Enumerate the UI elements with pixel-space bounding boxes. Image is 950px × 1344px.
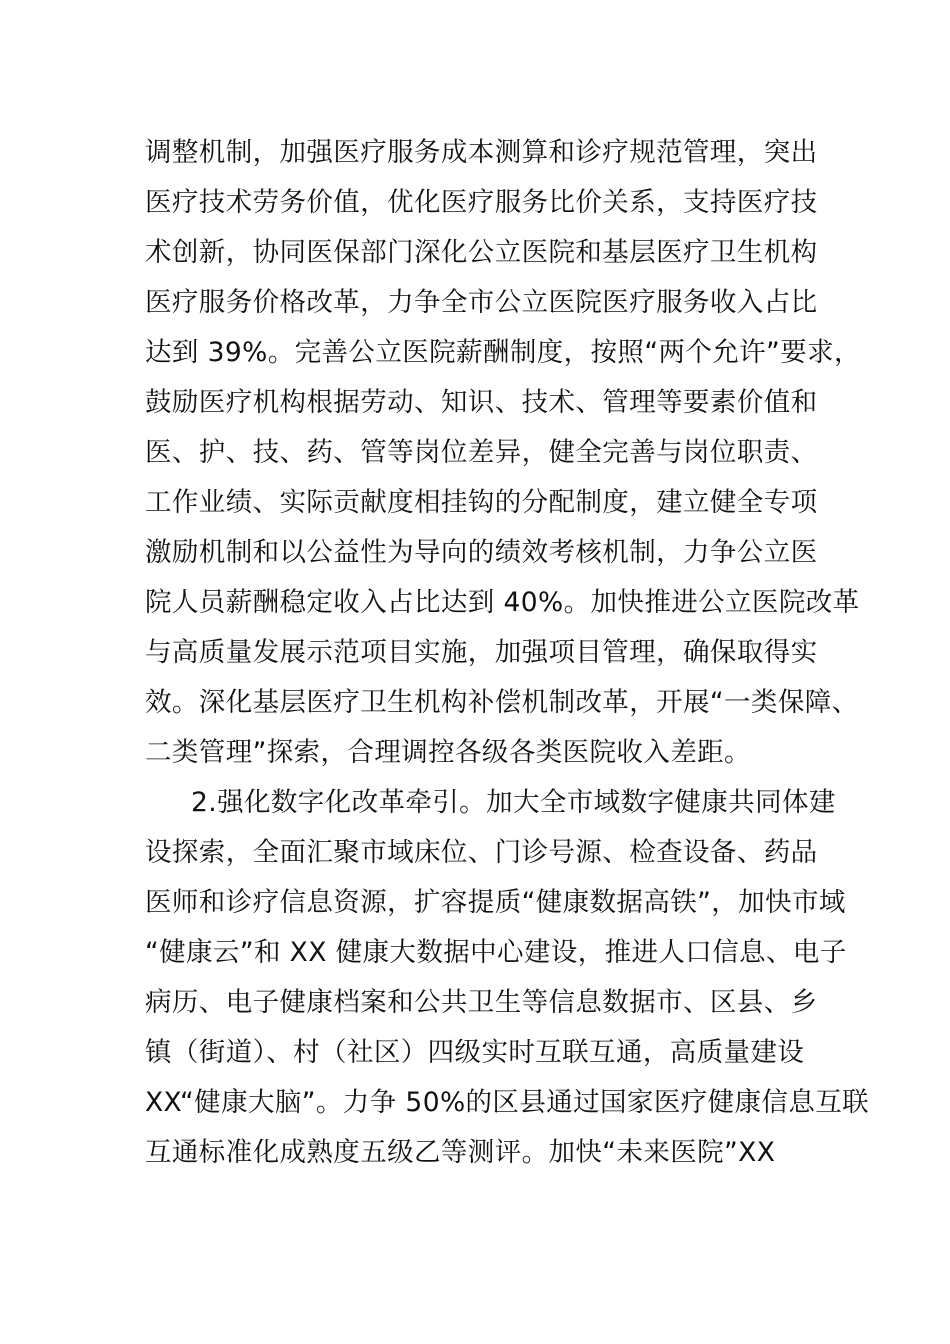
text-line: “健康云”和 XX 健康大数据中心建设，推进人口信息、电子 <box>145 937 847 968</box>
text-line: 调整机制，加强医疗服务成本测算和诊疗规范管理，突出 <box>145 137 818 168</box>
text-line: 互通标准化成熟度五级乙等测评。加快“未来医院”XX <box>145 1137 776 1168</box>
text-line: 鼓励医疗机构根据劳动、知识、技术、管理等要素价值和 <box>145 387 818 418</box>
text-line: 医疗技术劳务价值，优化医疗服务比价关系，支持医疗技 <box>145 187 818 218</box>
text-line: 医师和诊疗信息资源，扩容提质“健康数据高铁”，加快市域 <box>145 887 846 918</box>
text-line: 医、护、技、药、管等岗位差异，健全完善与岗位职责、 <box>145 437 818 468</box>
text-line: 病历、电子健康档案和公共卫生等信息数据市、区县、乡 <box>145 987 818 1018</box>
text-line: 术创新，协同医保部门深化公立医院和基层医疗卫生机构 <box>145 237 818 268</box>
text-line: 效。深化基层医疗卫生机构补偿机制改革，开展“一类保障、 <box>145 687 859 718</box>
text-line: 与高质量发展示范项目实施，加强项目管理，确保取得实 <box>145 637 818 668</box>
text-line: 院人员薪酬稳定收入占比达到 40%。加快推进公立医院改革 <box>145 587 860 618</box>
text-line: XX“健康大脑”。力争 50%的区县通过国家医疗健康信息互联 <box>145 1087 870 1118</box>
text-line: 镇（街道）、村（社区）四级实时互联互通，高质量建设 <box>145 1037 805 1068</box>
text-line: 工作业绩、实际贡献度相挂钩的分配制度，建立健全专项 <box>145 487 818 518</box>
text-line: 二类管理”探索，合理调控各级各类医院收入差距。 <box>145 737 751 768</box>
section-heading-line: 2.强化数字化改革牵引。加大全市域数字健康共同体建 <box>191 787 836 818</box>
text-line: 设探索，全面汇聚市域床位、门诊号源、检查设备、药品 <box>145 837 818 868</box>
text-line: 激励机制和以公益性为导向的绩效考核机制，力争公立医 <box>145 537 818 568</box>
text-line: 达到 39%。完善公立医院薪酬制度，按照“两个允许”要求， <box>145 337 861 368</box>
text-line: 医疗服务价格改革，力争全市公立医院医疗服务收入占比 <box>145 287 818 318</box>
body-text <box>145 128 870 1178</box>
